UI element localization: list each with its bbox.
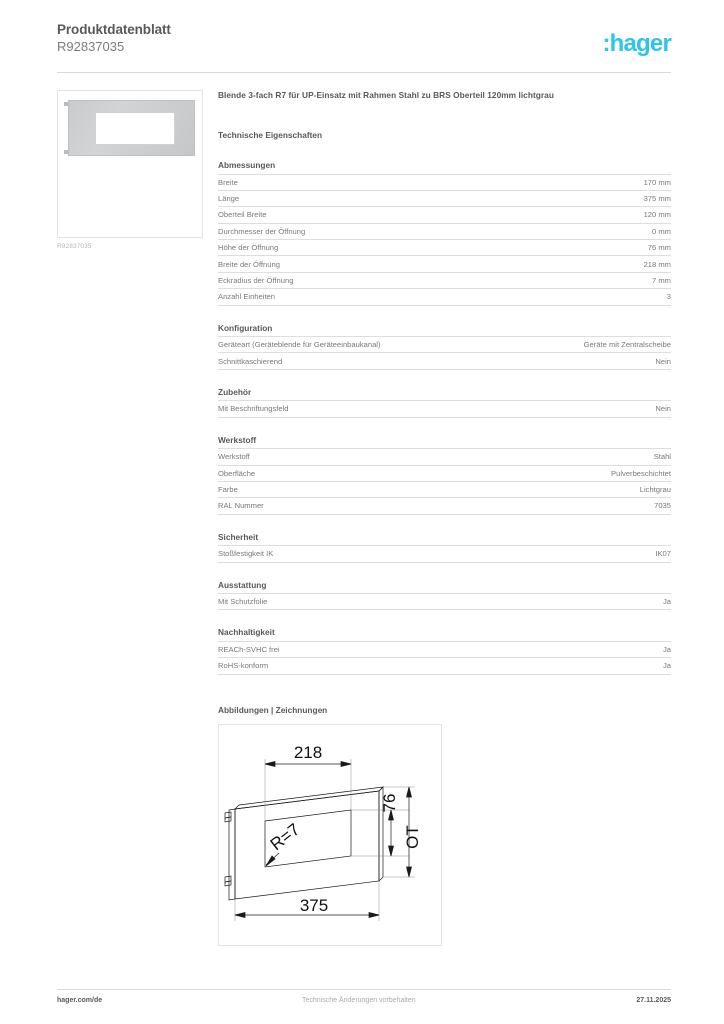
dim-total-length: 375 [299, 895, 329, 915]
spec-section-title: Konfiguration [218, 322, 273, 333]
table-row [218, 594, 671, 610]
main-content [218, 90, 671, 946]
spec-value: Ja [662, 661, 671, 671]
spec-section-title: Abmessungen [218, 160, 276, 170]
spec-value: 76 mm [647, 243, 671, 253]
spec-key: Länge [218, 194, 240, 204]
spec-section-title: Sicherheit [218, 531, 259, 542]
plate-opening [95, 112, 175, 145]
page-title: Produktdatenblatt [57, 22, 171, 37]
product-image-frame [57, 90, 203, 238]
footer-website[interactable]: hager.com/de [57, 997, 103, 1004]
spec-key: Breite [218, 177, 238, 187]
spec-value: Nein [655, 404, 671, 414]
spec-section-title: Zubehör [218, 386, 252, 397]
dim-corner-radius: R=7 [266, 819, 304, 854]
plate-body [68, 100, 195, 156]
spec-value: 7035 [654, 501, 671, 511]
spec-section [218, 387, 671, 418]
spec-value: 120 mm [643, 210, 671, 220]
table-row [218, 337, 671, 353]
table-row [218, 240, 671, 256]
spec-key: REACh-SVHC frei [218, 645, 280, 655]
spec-value: Stahl [653, 452, 671, 462]
spec-table [218, 545, 671, 562]
spec-value: 3 [666, 292, 671, 302]
table-row [218, 223, 671, 239]
table-row [218, 289, 671, 305]
spec-key: RoHS-konform [218, 661, 269, 671]
spec-table [218, 641, 671, 675]
spec-key: Eckradius der Öffnung [218, 275, 294, 285]
page-header [57, 22, 671, 68]
spec-section-title: Nachhaltigkeit [218, 627, 275, 638]
product-description: Blende 3-fach R7 für UP-Einsatz mit Rahmen Stahl zu BRS Oberteil 120mm lichtgrau [218, 90, 554, 100]
product-image-caption: R92837035 [57, 243, 92, 250]
table-row [218, 641, 671, 657]
spec-key: Oberteil Breite [218, 210, 267, 220]
spec-key: Werkstoff [218, 452, 250, 462]
spec-table [218, 174, 671, 306]
drawings-section [218, 705, 671, 946]
spec-key: Geräteart (Geräteblende für Geräteeinbaukanal) [218, 340, 381, 350]
spec-section [218, 627, 671, 674]
spec-value: Pulverbeschichtet [611, 468, 671, 478]
spec-key: Stoßfestigkeit IK [218, 549, 274, 559]
footer-divider [57, 989, 671, 990]
spec-value: Ja [662, 645, 671, 655]
spec-value: 7 mm [652, 275, 671, 285]
table-row [218, 498, 671, 514]
spec-key: Oberfläche [218, 468, 256, 478]
spec-value: 375 mm [643, 194, 671, 204]
footer-date: 27.11.2025 [636, 997, 671, 1004]
table-row [218, 546, 671, 562]
dim-top-part: OT [403, 824, 422, 849]
spec-value: 0 mm [652, 226, 671, 236]
product-figure [57, 90, 203, 250]
spec-key: Mit Beschriftungsfeld [218, 404, 289, 414]
drawings-heading: Abbildungen | Zeichnungen [218, 704, 328, 715]
spec-key: Anzahl Einheiten [218, 292, 275, 302]
spec-key: Breite der Öffnung [218, 259, 280, 269]
dim-opening-width: 218 [293, 742, 323, 762]
table-row [218, 207, 671, 223]
header-divider [57, 72, 671, 73]
technical-drawing-frame [218, 724, 442, 946]
table-row [218, 272, 671, 288]
spec-value: Geräte mit Zentralscheibe [583, 340, 671, 350]
spec-table [218, 448, 671, 515]
product-reference: R92837035 [57, 39, 125, 54]
spec-key: Höhe der Öffnung [218, 243, 279, 253]
table-row [218, 449, 671, 465]
footer-disclaimer: Technische Änderungen vorbehalten [302, 997, 416, 1004]
spec-value: IK07 [655, 549, 671, 559]
spec-key: Schnittkaschierend [218, 356, 283, 366]
spec-key: Mit Schutzfolie [218, 597, 268, 607]
dim-opening-height: 76 [380, 793, 399, 813]
table-row [218, 190, 671, 206]
spec-value: 170 mm [643, 177, 671, 187]
technical-properties-heading: Technische Eigenschaften [218, 130, 323, 140]
table-row [218, 256, 671, 272]
spec-table [218, 593, 671, 610]
spec-table [218, 400, 671, 417]
table-row [218, 353, 671, 369]
technical-drawing-svg [219, 725, 441, 945]
table-row [218, 481, 671, 497]
table-row [218, 401, 671, 417]
spec-section [218, 435, 671, 515]
spec-table [218, 336, 671, 370]
spec-section [218, 532, 671, 563]
hager-logo: :hager [602, 30, 671, 57]
spec-value: Lichtgrau [639, 485, 671, 495]
table-row [218, 174, 671, 190]
page-footer [57, 997, 671, 1009]
spec-value: Ja [662, 597, 671, 607]
table-row [218, 658, 671, 674]
spec-section [218, 580, 671, 611]
spec-key: Farbe [218, 485, 238, 495]
spec-section-title: Ausstattung [218, 579, 267, 590]
spec-key: RAL Nummer [218, 501, 264, 511]
spec-key: Durchmesser der Öffnung [218, 226, 306, 236]
table-row [218, 465, 671, 481]
spec-section [218, 160, 671, 306]
faceplate-illustration [64, 100, 198, 156]
spec-section [218, 323, 671, 370]
spec-value: Nein [655, 356, 671, 366]
spec-section-title: Werkstoff [218, 434, 257, 445]
spec-sections [218, 160, 671, 675]
spec-value: 218 mm [643, 259, 671, 269]
